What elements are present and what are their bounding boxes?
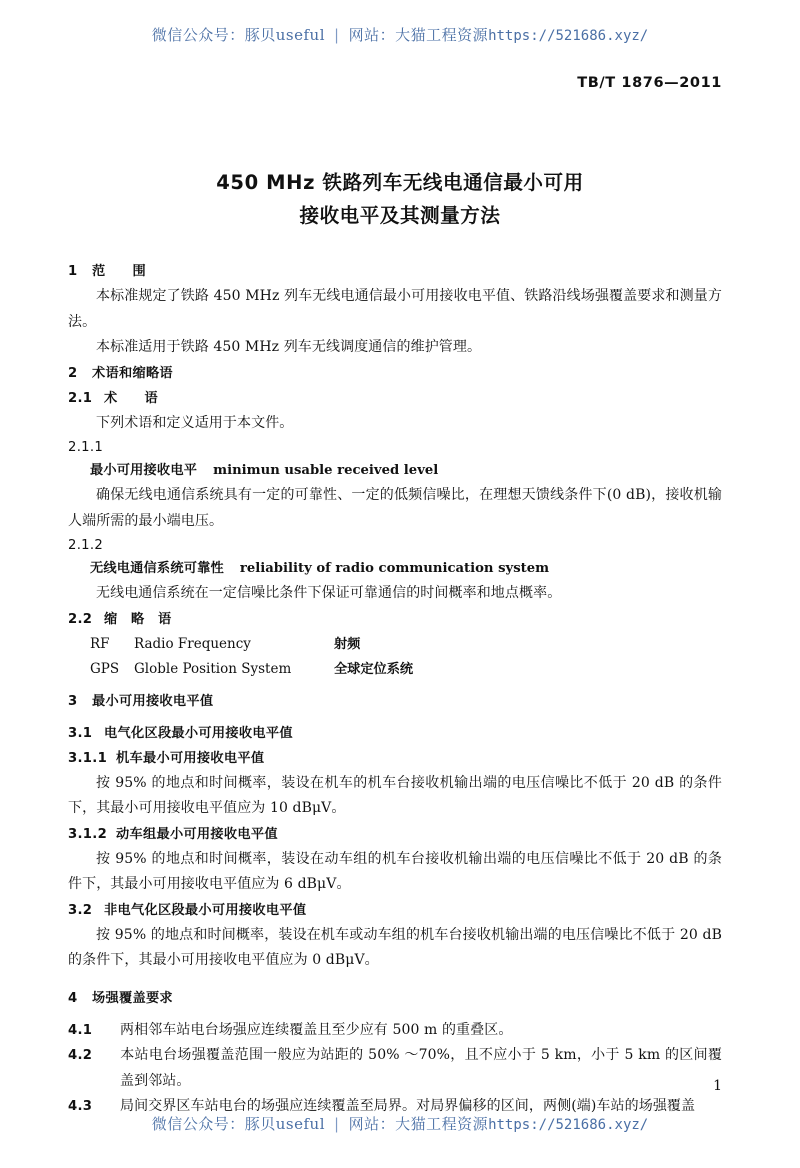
paragraph-3-2: 按 95% 的地点和时间概率，装设在机车或动车组的机车台接收机输出端的电压信噪比不低于 20 dB的条件下，其最小可用接收电平值应为 0 dBμV。 <box>68 926 722 968</box>
page-title-line-1: 450 MHz 铁路列车无线电通信最小可用 <box>216 171 584 194</box>
heading-number-3: 3 <box>68 693 78 709</box>
heading-number-4: 4 <box>68 990 78 1006</box>
heading-title-3: 最小可用接收电平值 <box>92 693 214 709</box>
page-number: 1 <box>713 1078 722 1094</box>
watermark-wechat-label: 微信公众号：豚贝useful <box>151 1115 325 1133</box>
term-number-2-1-2: 2.1.2 <box>68 538 104 553</box>
term-definition-2-1-2: 无线电通信系统在一定信噪比条件下保证可靠通信的时间概率和地点概率。 <box>96 585 562 601</box>
heading-section-1 <box>68 259 722 284</box>
heading-number-1: 1 <box>68 264 78 279</box>
heading-section-3-1-2 <box>68 822 722 847</box>
heading-section-4 <box>68 986 722 1011</box>
abbreviation-english: Radio Frequency <box>134 635 251 652</box>
spacer <box>68 974 722 986</box>
watermark-footer <box>0 1113 800 1134</box>
abbreviation-row <box>68 657 722 682</box>
paragraph-2-1-intro: 下列术语和定义适用于本文件。 <box>96 414 294 431</box>
heading-title-3-1-2: 动车组最小可用接收电平值 <box>116 826 278 842</box>
clause-number-4-2: 4.2 <box>68 1048 93 1063</box>
heading-title-4: 场强覆盖要求 <box>92 990 173 1006</box>
paragraph-1-2: 本标准适用于铁路 450 MHz 列车无线调度通信的维护管理。 <box>96 339 482 355</box>
paragraph-1-1: 本标准规定了铁路 450 MHz 列车无线电通信最小可用接收电平值、铁路沿线场强覆盖要求和测量方法。 <box>68 288 722 330</box>
abbreviation-key: RF <box>90 635 110 652</box>
heading-section-3-1-1 <box>68 746 722 771</box>
heading-title-2-2: 缩 略 语 <box>104 611 172 627</box>
heading-title-1: 范 围 <box>92 264 146 279</box>
term-english-2-1-2: reliability of radio communication system <box>239 561 550 576</box>
heading-number-3-1-1: 3.1.1 <box>68 750 108 766</box>
heading-number-3-2: 3.2 <box>68 902 93 918</box>
abbreviation-chinese: 射频 <box>334 636 361 652</box>
heading-section-2-2 <box>68 607 722 632</box>
term-definition-2-1-1: 确保无线电通信系统具有一定的可靠性、一定的低频信噪比，在理想天馈线条件下(0 dB)，接收机输人端所需的最小端电压。 <box>68 487 722 529</box>
watermark-separator: | <box>334 1115 340 1133</box>
term-entry-2-1-1 <box>68 459 722 483</box>
heading-number-3-1-2: 3.1.2 <box>68 826 108 842</box>
heading-section-3 <box>68 689 722 714</box>
heading-number-2-1: 2.1 <box>68 390 93 406</box>
heading-title-3-1: 电气化区段最小可用接收电平值 <box>104 725 293 741</box>
standard-number: TB/T 1876—2011 <box>577 75 722 91</box>
watermark-site-label: 网站：大猫工程资源 <box>348 26 489 44</box>
heading-section-3-1 <box>68 721 722 746</box>
abbreviation-english: Globle Position System <box>134 660 292 677</box>
heading-section-3-2 <box>68 898 722 923</box>
abbreviation-key: GPS <box>90 660 120 677</box>
heading-title-2-1: 术 语 <box>104 390 158 406</box>
term-number-2-1-1: 2.1.1 <box>68 440 104 455</box>
term-chinese-2-1-1: 最小可用接收电平 <box>90 463 198 478</box>
clause-number-4-1: 4.1 <box>68 1022 93 1038</box>
clause-text-4-3: 局间交界区车站电台的场强应连续覆盖至局界。对局界偏移的区间，两侧(端)车站的场强覆盖 <box>120 1098 696 1114</box>
heading-number-2-2: 2.2 <box>68 611 93 627</box>
term-english-2-1-1: minimun usable received level <box>213 463 439 478</box>
spacer <box>68 714 722 721</box>
heading-section-2-1 <box>68 386 722 411</box>
spacer <box>68 682 722 689</box>
watermark-wechat-label: 微信公众号：豚贝useful <box>151 26 325 44</box>
heading-number-2: 2 <box>68 365 78 381</box>
watermark-site-label: 网站：大猫工程资源 <box>348 1115 489 1133</box>
spacer <box>68 1011 722 1018</box>
abbreviation-chinese: 全球定位系统 <box>334 661 414 677</box>
heading-title-3-1-1: 机车最小可用接收电平值 <box>116 750 265 766</box>
abbreviation-row <box>68 632 722 657</box>
term-chinese-2-1-2: 无线电通信系统可靠性 <box>90 561 224 576</box>
watermark-url: https://521686.xyz/ <box>488 28 649 44</box>
document-body <box>68 259 722 1120</box>
paragraph-3-1-2: 按 95% 的地点和时间概率，装设在动车组的机车台接收机输出端的电压信噪比不低于 20 dB 的条件下，其最小可用接收电平值应为 6 dBμV。 <box>68 850 722 892</box>
clause-text-4-1: 两相邻车站电台场强应连续覆盖且至少应有 500 m 的重叠区。 <box>120 1021 513 1038</box>
term-entry-2-1-2 <box>68 557 722 581</box>
heading-title-3-2: 非电气化区段最小可用接收电平值 <box>104 902 307 918</box>
heading-number-3-1: 3.1 <box>68 725 93 741</box>
watermark-url: https://521686.xyz/ <box>488 1117 649 1133</box>
page-title-line-2: 接收电平及其测量方法 <box>299 204 501 227</box>
heading-section-2 <box>68 361 722 386</box>
clause-text-4-2: 本站电台场强覆盖范围一般应为站距的 50% ～70%，且不应小于 5 km，小于 5 km 的区间覆盖到邻站。 <box>120 1047 722 1089</box>
paragraph-3-1-1: 按 95% 的地点和时间概率，装设在机车的机车台接收机输出端的电压信噪比不低于 20 dB 的条件下，其最小可用接收电平值应为 10 dBμV。 <box>68 774 722 816</box>
clause-4-2 <box>68 1043 722 1094</box>
clause-number-4-3: 4.3 <box>68 1099 93 1114</box>
heading-title-2: 术语和缩略语 <box>92 365 173 381</box>
page-title <box>0 166 800 232</box>
watermark-separator: | <box>334 26 340 44</box>
clause-4-1 <box>68 1018 722 1044</box>
